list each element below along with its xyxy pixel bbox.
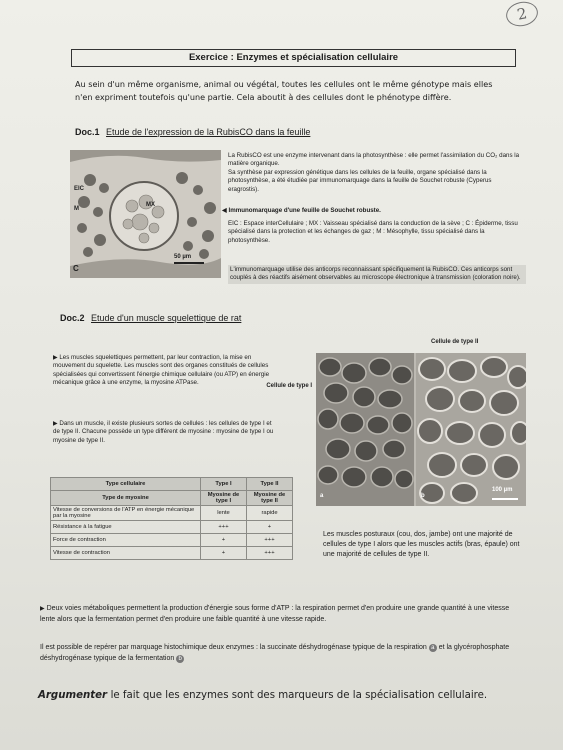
doc1-label: Doc.1 — [75, 127, 100, 137]
bullet-icon: ▶ — [40, 606, 45, 612]
muscle-micrograph-image — [316, 353, 526, 506]
doc2-title: Etude d'un muscle squelettique de rat — [91, 313, 242, 323]
table-row — [51, 521, 293, 534]
label-mx: MX — [146, 202, 155, 208]
table-cell: rapide — [247, 506, 293, 521]
table-cell: Vitesse de contraction — [51, 547, 201, 560]
doc1-title: Etude de l'expression de la RubisCO dans la feuille — [106, 127, 311, 137]
doc2-paragraph-4b: et la glycérophosphate déshydrogénase typique de la fermentation — [40, 644, 510, 662]
table-row — [51, 506, 293, 521]
doc1-caption — [222, 207, 522, 215]
table-header-cell: Type II — [247, 478, 293, 491]
label-type1: Cellule de type I — [266, 383, 312, 389]
table-cell: +++ — [247, 547, 293, 560]
table-header-cell: Myosine de type II — [247, 491, 293, 506]
label-m: M — [74, 206, 79, 212]
comparison-table — [50, 477, 293, 560]
exercise-title: Exercice : Enzymes et spécialisation cellulaire — [71, 49, 516, 67]
scale-bar-label: 50 µm — [174, 254, 192, 260]
table-cell: + — [247, 521, 293, 534]
marker-b-icon: b — [176, 655, 184, 663]
label-eic: EIC — [74, 186, 85, 192]
marker-a-icon: a — [429, 644, 437, 652]
doc2-label: Doc.2 — [60, 313, 85, 323]
table-cell: Force de contraction — [51, 534, 201, 547]
doc2-paragraph-1-text: Les muscles squelettiques permettent, par leur contraction, la mise en mouvement du squelette. Les muscles sont des organes constitués de cellules spécialisées qui convertissent l'énergie chimique cellulaire (ou ATP) en énergie mécanique grâce à une enzyme, la myosine ATPase. — [53, 354, 270, 386]
doc1-caption-text: Immunomarquage d'une feuille de Souchet robuste. — [228, 207, 381, 214]
doc2-paragraph-4 — [40, 643, 510, 664]
label-type2: Cellule de type II — [431, 339, 479, 345]
muscle-scale-label: 100 µm — [492, 487, 513, 493]
table-cell: + — [201, 534, 247, 547]
doc1-heading — [75, 127, 310, 137]
table-cell: Résistance à la fatigue — [51, 521, 201, 534]
doc1-legend: EIC : Espace interCellulaire ; MX : Vaisseau spécialisé dans la conduction de la sève ; C : Épiderme, tissu spécialisé dans la protection et les échanges de gaz ; M : Mésophylle, tissu spécialisé dans la photosynthèse. — [228, 220, 518, 244]
caption-arrow-icon: ◀ — [222, 207, 227, 214]
table-header-cell: Type cellulaire — [51, 478, 201, 491]
doc2-heading — [60, 313, 241, 323]
doc2-paragraph-2-text: Dans un muscle, il existe plusieurs sortes de cellules : les cellules de type I et de type II. Chacune possède un type différent de myosine : myosine de type I ou myosine de type II. — [53, 420, 274, 444]
leaf-micrograph-image — [70, 150, 221, 278]
doc1-note: L'immunomarquage utilise des anticorps reconnaissant spécifiquement la RubisCO. Ces anticorps sont couplés à des réactifs aisément observables au microscope électronique à transmission (coloration noire). — [228, 265, 526, 284]
table-cell: + — [201, 547, 247, 560]
page-number: 2 — [504, 0, 540, 29]
muscle-micrograph — [316, 353, 526, 506]
table-header-row — [51, 491, 293, 506]
leaf-micrograph — [70, 150, 221, 278]
table-cell: lente — [201, 506, 247, 521]
table-header-cell: Myosine de type I — [201, 491, 247, 506]
table-header-cell: Type de myosine — [51, 491, 201, 506]
label-c: C — [73, 264, 79, 273]
doc2-side-text: Les muscles posturaux (cou, dos, jambe) ont une majorité de cellules de type I alors que les muscles actifs (bras, épaule) ont une majorité de cellules de type II. — [323, 531, 520, 558]
bullet-icon: ▶ — [53, 421, 58, 427]
bullet-icon: ▶ — [53, 355, 58, 361]
doc2-paragraph-3-text: Deux voies métaboliques permettent la production d'énergie sous forme d'ATP : la respiration permet d'en produire une grande quantité à une vitesse lente alors que la fermentation permet d'en produire une faible quantité à une vitesse rapide. — [40, 605, 510, 623]
doc1-paragraph-2: Sa synthèse par expression génétique dans les cellules de la feuille, organe spécialisé dans la photosynthèse, a été étudiée par immunomarquage dans la feuille de Souchet robuste (Cyperus eragrostis). — [228, 169, 492, 193]
table-cell: +++ — [247, 534, 293, 547]
doc2-paragraph-2 — [53, 420, 278, 445]
task-verb: Argumenter — [38, 690, 108, 701]
intro-paragraph: Au sein d'un même organisme, animal ou végétal, toutes les cellules ont le même génotype mais elles n'en expriment toutefois qu'une partie. Cela aboutit à des cellules dont le phénotype diffère. — [75, 79, 493, 102]
doc2-paragraph-3 — [40, 604, 510, 625]
task-text: le fait que les enzymes sont des marqueurs de la spécialisation cellulaire. — [110, 690, 488, 701]
table-row — [51, 547, 293, 560]
table-row — [51, 534, 293, 547]
table-header-cell: Type I — [201, 478, 247, 491]
image-label-a: a — [320, 493, 324, 499]
image-label-b: b — [421, 493, 425, 499]
table-cell: +++ — [201, 521, 247, 534]
doc2-paragraph-1 — [53, 354, 278, 387]
table-header-row — [51, 478, 293, 491]
table-cell: Vitesse de conversions de l'ATP en énergie mécanique par la myosine — [51, 506, 201, 521]
task-statement — [38, 690, 538, 701]
doc2-paragraph-4a: Il est possible de repérer par marquage histochimique deux enzymes : la succinate déshydrogénase typique de la respiration — [40, 644, 427, 651]
doc1-paragraph-1: La RubisCO est une enzyme intervenant dans la photosynthèse : elle permet l'assimilation du CO₂ dans la matière organique. — [228, 152, 520, 168]
